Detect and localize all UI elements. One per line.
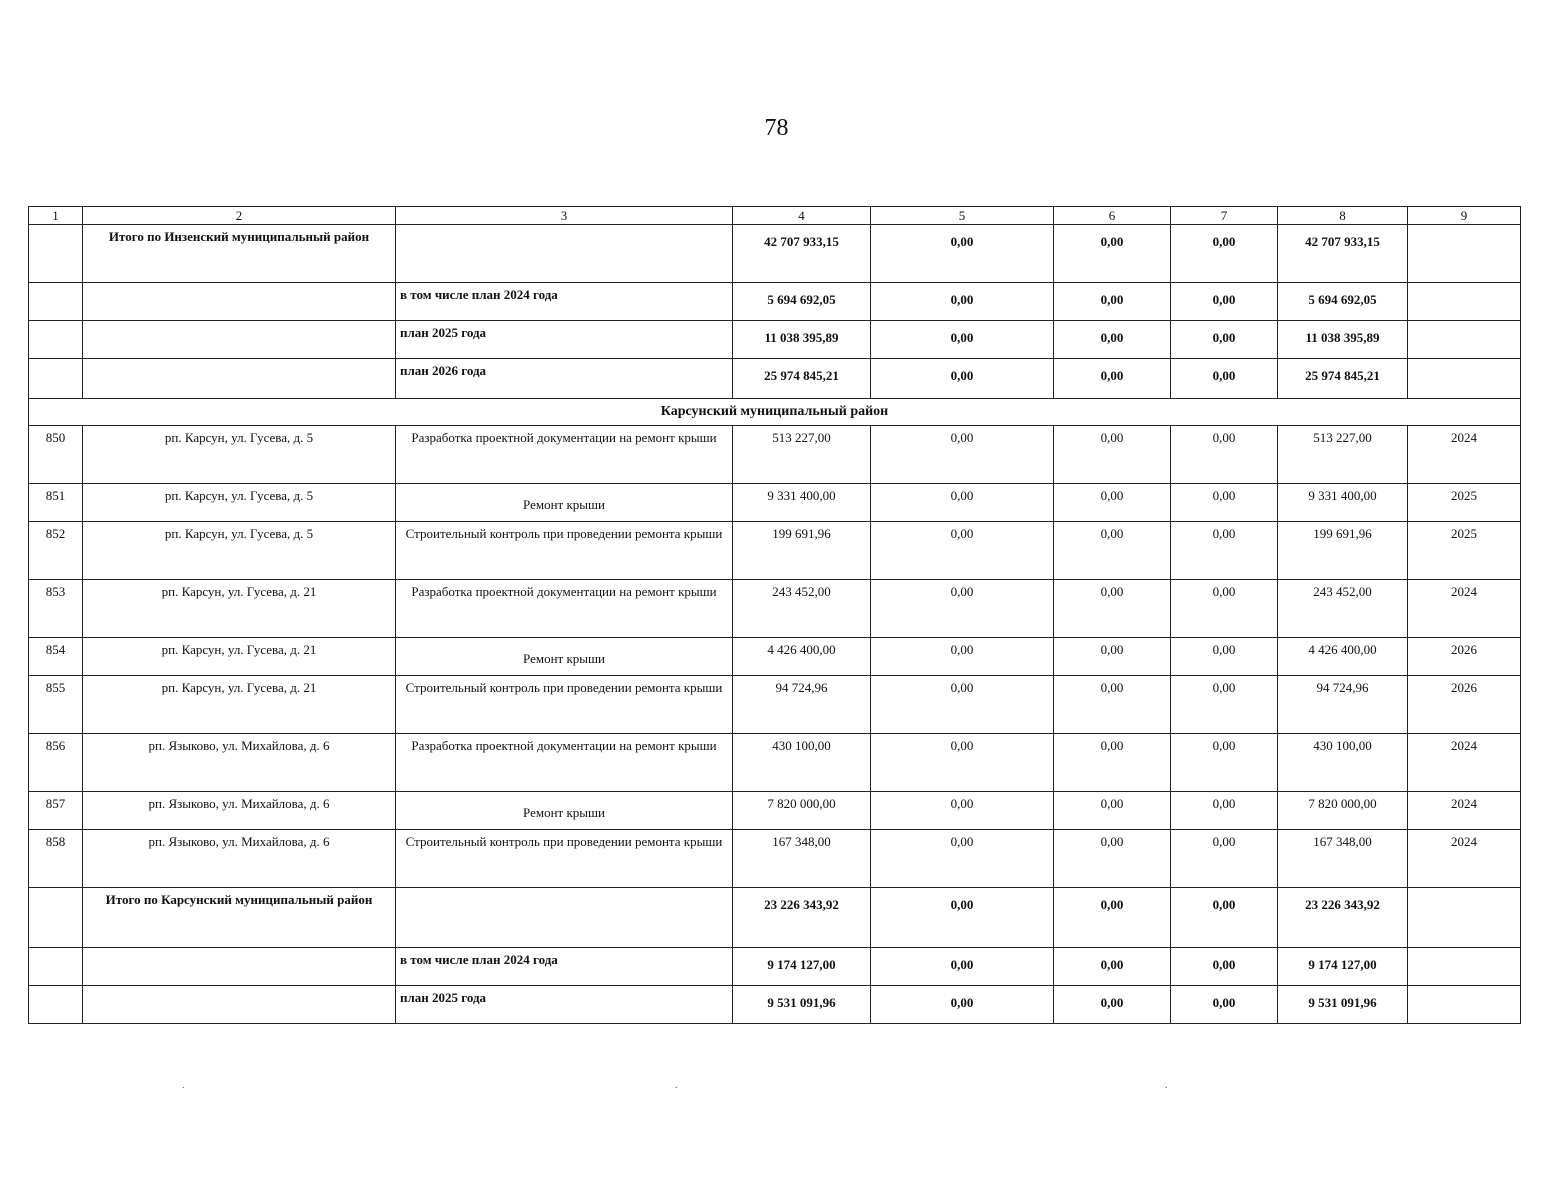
amount-cell: 0,00 (871, 792, 1054, 830)
amount-cell: 0,00 (1171, 321, 1278, 359)
amount-cell: 0,00 (1054, 321, 1171, 359)
amount-cell: 0,00 (871, 888, 1054, 948)
amount-cell: 7 820 000,00 (1278, 792, 1408, 830)
karsunsky-plan-row (29, 986, 1521, 1024)
amount-cell: 0,00 (871, 734, 1054, 792)
amount-cell: 9 531 091,96 (1278, 986, 1408, 1024)
column-number: 5 (871, 207, 1054, 225)
year-cell (1408, 888, 1521, 948)
total-label (83, 948, 396, 986)
amount-cell: 0,00 (1171, 888, 1278, 948)
row-number-cell: 852 (29, 522, 83, 580)
section-header-row (29, 399, 1521, 426)
work-type-cell: Ремонт крыши (396, 484, 733, 522)
total-label: Итого по Карсунский муниципальный район (83, 888, 396, 948)
work-type-cell: Разработка проектной документации на ремонт крыши (396, 426, 733, 484)
amount-cell: 0,00 (1054, 830, 1171, 888)
amount-cell: 0,00 (1054, 283, 1171, 321)
amount-cell: 0,00 (1171, 359, 1278, 399)
amount-cell: 0,00 (871, 580, 1054, 638)
amount-cell: 0,00 (1171, 638, 1278, 676)
work-type-cell: Разработка проектной документации на ремонт крыши (396, 580, 733, 638)
amount-cell: 0,00 (1054, 986, 1171, 1024)
year-cell: 2024 (1408, 792, 1521, 830)
amount-cell: 0,00 (1171, 426, 1278, 484)
row-number-cell (29, 225, 83, 283)
address-cell: рп. Языково, ул. Михайлова, д. 6 (83, 830, 396, 888)
address-cell: рп. Карсун, ул. Гусева, д. 21 (83, 676, 396, 734)
amount-cell: 0,00 (1054, 522, 1171, 580)
total-label: Итого по Инзенский муниципальный район (83, 225, 396, 283)
plan-label: план 2025 года (396, 986, 733, 1024)
address-cell: рп. Языково, ул. Михайлова, д. 6 (83, 734, 396, 792)
amount-cell: 513 227,00 (1278, 426, 1408, 484)
year-cell: 2026 (1408, 676, 1521, 734)
amount-cell: 0,00 (1054, 948, 1171, 986)
row-number-cell: 854 (29, 638, 83, 676)
izensky-plan-row (29, 321, 1521, 359)
amount-cell: 243 452,00 (733, 580, 871, 638)
column-number: 4 (733, 207, 871, 225)
amount-cell: 430 100,00 (733, 734, 871, 792)
address-cell: рп. Карсун, ул. Гусева, д. 5 (83, 484, 396, 522)
amount-cell: 0,00 (871, 676, 1054, 734)
row-number-cell: 850 (29, 426, 83, 484)
amount-cell: 0,00 (871, 359, 1054, 399)
plan-label: в том числе план 2024 года (396, 948, 733, 986)
karsunsky-total-row (29, 888, 1521, 948)
year-cell: 2025 (1408, 522, 1521, 580)
address-cell: рп. Карсун, ул. Гусева, д. 5 (83, 522, 396, 580)
amount-cell: 0,00 (1171, 948, 1278, 986)
repair-schedule-table (28, 206, 1521, 1024)
amount-cell: 0,00 (871, 948, 1054, 986)
amount-cell: 11 038 395,89 (733, 321, 871, 359)
table-row (29, 676, 1521, 734)
amount-cell: 9 174 127,00 (1278, 948, 1408, 986)
table-row (29, 426, 1521, 484)
amount-cell: 0,00 (1054, 426, 1171, 484)
table-row (29, 580, 1521, 638)
section-title: Карсунский муниципальный район (29, 399, 1521, 426)
year-cell: 2025 (1408, 484, 1521, 522)
column-number: 3 (396, 207, 733, 225)
year-cell (1408, 948, 1521, 986)
work-type-cell: Строительный контроль при проведении ремонта крыши (396, 830, 733, 888)
amount-cell: 199 691,96 (733, 522, 871, 580)
amount-cell: 0,00 (1171, 225, 1278, 283)
row-number-cell: 855 (29, 676, 83, 734)
amount-cell: 7 820 000,00 (733, 792, 871, 830)
amount-cell: 0,00 (871, 522, 1054, 580)
plan-label: в том числе план 2024 года (396, 283, 733, 321)
amount-cell: 0,00 (1171, 522, 1278, 580)
plan-label (396, 888, 733, 948)
year-cell: 2024 (1408, 830, 1521, 888)
amount-cell: 0,00 (1171, 830, 1278, 888)
year-cell (1408, 225, 1521, 283)
amount-cell: 42 707 933,15 (1278, 225, 1408, 283)
work-type-cell: Строительный контроль при проведении ремонта крыши (396, 676, 733, 734)
amount-cell: 9 331 400,00 (1278, 484, 1408, 522)
amount-cell: 0,00 (871, 283, 1054, 321)
column-number: 9 (1408, 207, 1521, 225)
year-cell: 2024 (1408, 580, 1521, 638)
amount-cell: 0,00 (1054, 580, 1171, 638)
amount-cell: 0,00 (1054, 676, 1171, 734)
amount-cell: 0,00 (871, 830, 1054, 888)
amount-cell: 42 707 933,15 (733, 225, 871, 283)
amount-cell: 5 694 692,05 (733, 283, 871, 321)
amount-cell: 430 100,00 (1278, 734, 1408, 792)
year-cell (1408, 986, 1521, 1024)
row-number-cell (29, 986, 83, 1024)
izensky-total-row (29, 225, 1521, 283)
address-cell: рп. Языково, ул. Михайлова, д. 6 (83, 792, 396, 830)
row-number-cell: 858 (29, 830, 83, 888)
amount-cell: 167 348,00 (733, 830, 871, 888)
row-number-cell: 857 (29, 792, 83, 830)
amount-cell: 0,00 (1171, 734, 1278, 792)
amount-cell: 0,00 (871, 321, 1054, 359)
address-cell: рп. Карсун, ул. Гусева, д. 21 (83, 638, 396, 676)
amount-cell: 0,00 (871, 426, 1054, 484)
amount-cell: 0,00 (1054, 484, 1171, 522)
total-label (83, 986, 396, 1024)
table-row (29, 638, 1521, 676)
page-number: 78 (764, 115, 789, 141)
amount-cell: 513 227,00 (733, 426, 871, 484)
row-number-cell (29, 948, 83, 986)
column-number: 2 (83, 207, 396, 225)
amount-cell: 94 724,96 (1278, 676, 1408, 734)
amount-cell: 0,00 (1054, 359, 1171, 399)
amount-cell: 0,00 (1054, 225, 1171, 283)
amount-cell: 23 226 343,92 (1278, 888, 1408, 948)
row-number-cell: 856 (29, 734, 83, 792)
amount-cell: 0,00 (1171, 580, 1278, 638)
amount-cell: 25 974 845,21 (1278, 359, 1408, 399)
amount-cell: 0,00 (1171, 986, 1278, 1024)
amount-cell: 0,00 (1054, 638, 1171, 676)
amount-cell: 0,00 (1171, 283, 1278, 321)
amount-cell: 25 974 845,21 (733, 359, 871, 399)
row-number-cell (29, 888, 83, 948)
address-cell: рп. Карсун, ул. Гусева, д. 5 (83, 426, 396, 484)
table-row (29, 792, 1521, 830)
izensky-plan-row (29, 283, 1521, 321)
izensky-plan-row (29, 359, 1521, 399)
plan-label: план 2025 года (396, 321, 733, 359)
row-number-cell: 851 (29, 484, 83, 522)
amount-cell: 5 694 692,05 (1278, 283, 1408, 321)
row-number-cell: 853 (29, 580, 83, 638)
amount-cell: 243 452,00 (1278, 580, 1408, 638)
plan-label: план 2026 года (396, 359, 733, 399)
amount-cell: 0,00 (871, 484, 1054, 522)
table-row (29, 522, 1521, 580)
amount-cell: 0,00 (1054, 734, 1171, 792)
amount-cell: 9 331 400,00 (733, 484, 871, 522)
amount-cell: 4 426 400,00 (1278, 638, 1408, 676)
amount-cell: 4 426 400,00 (733, 638, 871, 676)
amount-cell: 9 174 127,00 (733, 948, 871, 986)
table-row (29, 830, 1521, 888)
amount-cell: 0,00 (1171, 484, 1278, 522)
amount-cell: 11 038 395,89 (1278, 321, 1408, 359)
amount-cell: 9 531 091,96 (733, 986, 871, 1024)
amount-cell: 23 226 343,92 (733, 888, 871, 948)
column-number: 1 (29, 207, 83, 225)
amount-cell: 0,00 (871, 225, 1054, 283)
amount-cell: 0,00 (1171, 792, 1278, 830)
plan-label (396, 225, 733, 283)
amount-cell: 0,00 (1054, 888, 1171, 948)
amount-cell: 0,00 (1054, 792, 1171, 830)
year-cell: 2024 (1408, 426, 1521, 484)
amount-cell: 0,00 (871, 986, 1054, 1024)
column-number: 7 (1171, 207, 1278, 225)
work-type-cell: Ремонт крыши (396, 638, 733, 676)
year-cell: 2026 (1408, 638, 1521, 676)
work-type-cell: Разработка проектной документации на ремонт крыши (396, 734, 733, 792)
column-number: 8 (1278, 207, 1408, 225)
work-type-cell: Строительный контроль при проведении ремонта крыши (396, 522, 733, 580)
amount-cell: 0,00 (1171, 676, 1278, 734)
amount-cell: 94 724,96 (733, 676, 871, 734)
table-row (29, 484, 1521, 522)
amount-cell: 0,00 (871, 638, 1054, 676)
address-cell: рп. Карсун, ул. Гусева, д. 21 (83, 580, 396, 638)
column-number: 6 (1054, 207, 1171, 225)
amount-cell: 167 348,00 (1278, 830, 1408, 888)
work-type-cell: Ремонт крыши (396, 792, 733, 830)
amount-cell: 199 691,96 (1278, 522, 1408, 580)
karsunsky-plan-row (29, 948, 1521, 986)
table-row (29, 734, 1521, 792)
year-cell: 2024 (1408, 734, 1521, 792)
column-number-row (29, 207, 1521, 225)
